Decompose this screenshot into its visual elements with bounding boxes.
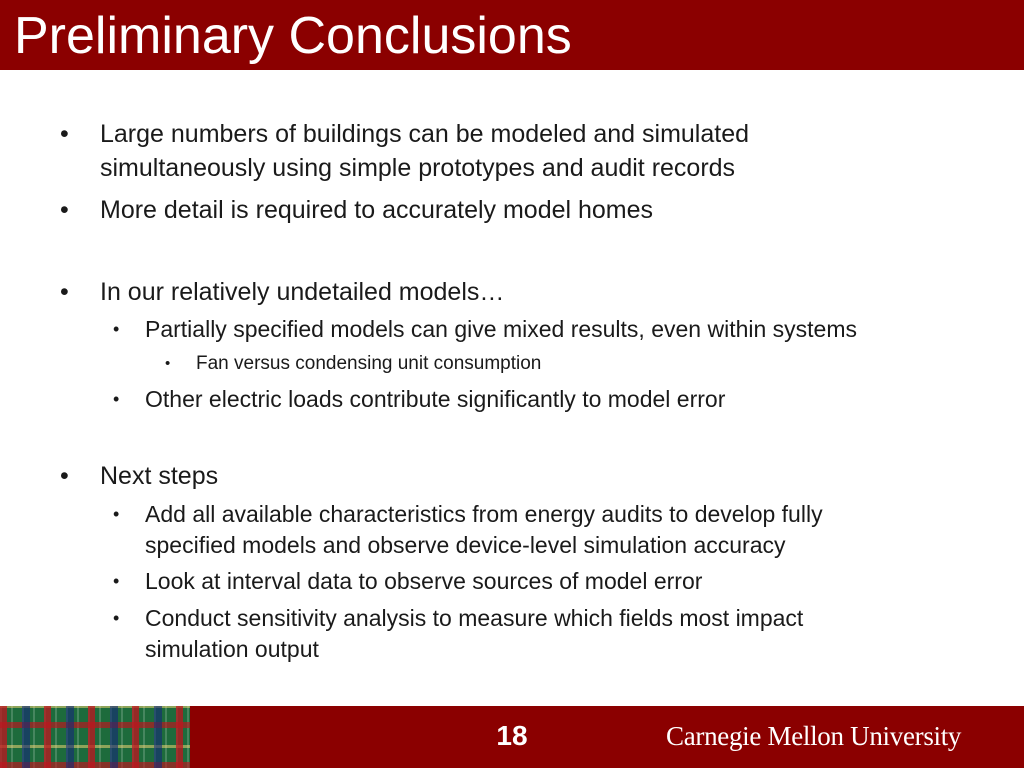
bullet-text: Next steps bbox=[100, 462, 219, 490]
bullet-text: More detail is required to accurately model homes bbox=[100, 196, 654, 224]
bullet-marker: • bbox=[60, 120, 69, 148]
slide-title: Preliminary Conclusions bbox=[14, 7, 572, 65]
page-number: 18 bbox=[496, 720, 528, 751]
bullet-text: simultaneously using simple prototypes and audit records bbox=[100, 154, 736, 182]
bullet-marker: • bbox=[60, 196, 69, 224]
bullet-marker: • bbox=[113, 571, 120, 591]
bullet-marker: • bbox=[60, 462, 69, 490]
bullet-text: Fan versus condensing unit consumption bbox=[196, 353, 542, 374]
bullet-marker: • bbox=[113, 504, 120, 524]
bullet-marker: • bbox=[113, 608, 120, 628]
bullet-text: Large numbers of buildings can be modeled and simulated bbox=[100, 120, 750, 148]
bullet-marker: • bbox=[165, 355, 171, 372]
bullet-marker: • bbox=[60, 278, 69, 306]
university-wordmark: Carnegie Mellon University bbox=[666, 721, 962, 751]
bullet-text: simulation output bbox=[145, 636, 319, 662]
bullet-text: Conduct sensitivity analysis to measure which fields most impact bbox=[145, 605, 804, 631]
bullet-text: In our relatively undetailed models… bbox=[100, 278, 505, 306]
bullet-text: Look at interval data to observe sources of model error bbox=[145, 568, 703, 594]
bullet-text: Partially specified models can give mixed results, even within systems bbox=[145, 316, 858, 342]
bullet-text: Add all available characteristics from energy audits to develop fully bbox=[145, 501, 823, 527]
tartan-pattern bbox=[0, 706, 190, 768]
bullet-marker: • bbox=[113, 389, 120, 409]
bullet-text: specified models and observe device-level simulation accuracy bbox=[145, 532, 786, 558]
bullet-marker: • bbox=[113, 319, 120, 339]
bullet-text: Other electric loads contribute significantly to model error bbox=[145, 386, 726, 412]
